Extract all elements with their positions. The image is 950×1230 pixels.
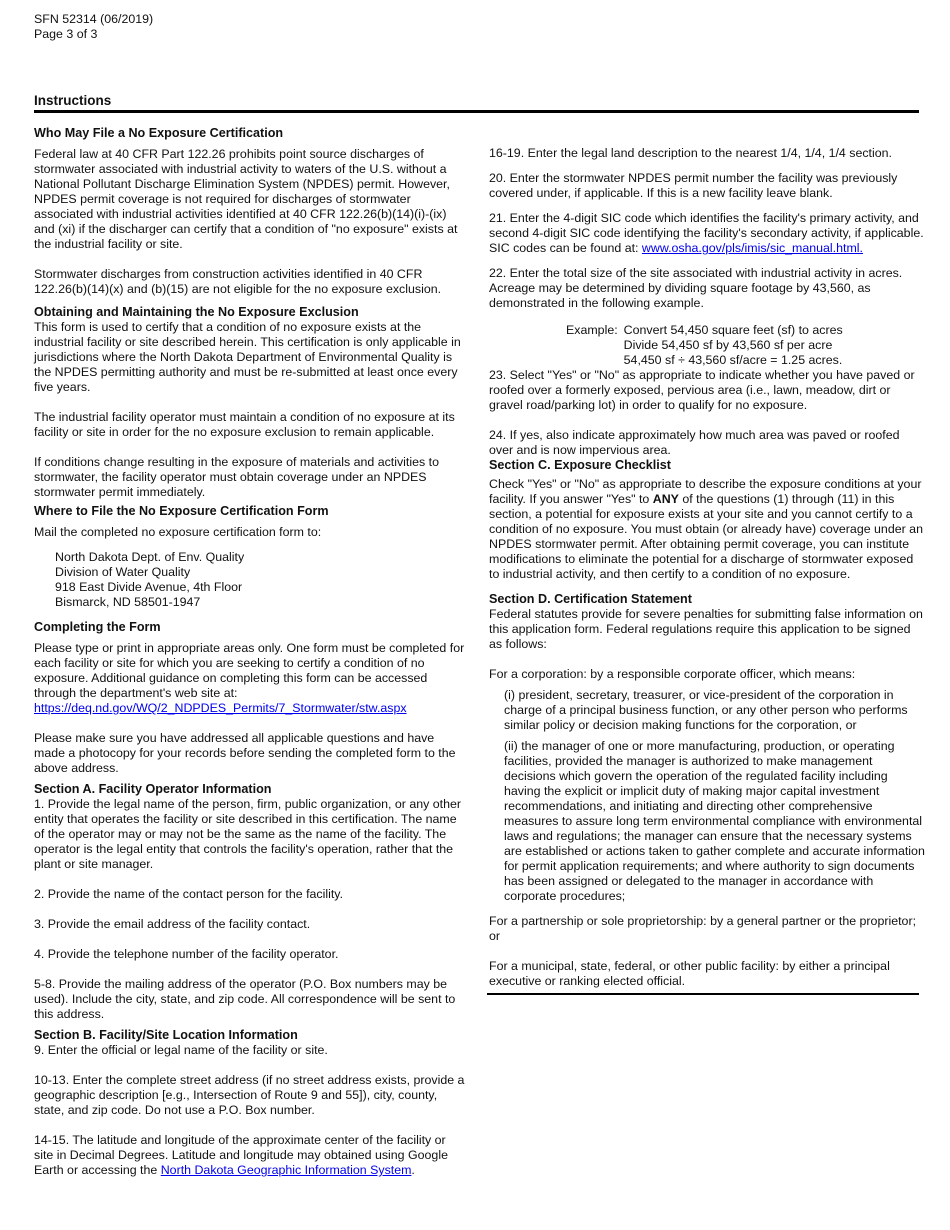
who-paragraph-1: Federal law at 40 CFR Part 122.26 prohibits point source discharges of stormwater associated with industrial activity to waters of the U.S. without a National Pollutant Discharge Elimination System (NPDES) permit. However, NPDES permit coverage is not required for discharges of stormwater associated with industrial activities identified at 40 CFR 122.26(b)(14)(i)-(ix) and (xi) if the discharger can certify that a condition of "no exposure" exists at the industrial facility or site. xyxy=(34,147,458,251)
item-9: 9. Enter the official or legal name of the facility or site. xyxy=(34,1043,328,1057)
item-21 xyxy=(489,211,925,256)
mailing-address xyxy=(55,550,466,610)
item-16-19: 16-19. Enter the legal land description to the nearest 1/4, 1/4, 1/4 section. xyxy=(489,146,892,160)
where-to-file-heading: Where to File the No Exposure Certification Form xyxy=(34,504,329,518)
section-c-heading: Section C. Exposure Checklist xyxy=(489,458,671,472)
example-lines xyxy=(624,323,843,368)
address-line-4: Bismarck, ND 58501-1947 xyxy=(55,595,201,609)
partnership-text: For a partnership or sole proprietorship: by a general partner or the proprietor; or xyxy=(489,914,917,943)
item-14-15-text: 14-15. The latitude and longitude of the approximate center of the facility or site in Decimal Degrees. Latitude and longitude may obtained using Google Earth or accessing the xyxy=(34,1133,448,1177)
item-4: 4. Provide the telephone number of the facility operator. xyxy=(34,947,339,961)
obtaining-paragraph-3: If conditions change resulting in the exposure of materials and activities to stormwater, the facility operator must obtain coverage under an NPDES stormwater permit immediately. xyxy=(34,455,439,499)
completing-paragraph-1 xyxy=(34,641,466,716)
section-end-rule xyxy=(487,993,919,995)
item-21-text: 21. Enter the 4-digit SIC code which identifies the facility's primary activity, and second 4-digit SIC code identifying the facility's secondary activity, if applicable. SIC codes can be found at: xyxy=(489,211,924,255)
who-paragraph-2: Stormwater discharges from construction activities identified in 40 CFR 122.26(b)(14)(x) and (b)(15) are not eligible for the no exposure exclusion. xyxy=(34,267,442,296)
obtaining-paragraph-1: This form is used to certify that a condition of no exposure exists at the industrial facility or site described herein. This certification is only applicable in jurisdictions where the North Dakota Department of Environmental Quality is the NPDES permitting authority and must be re-submitted at least once every five years. xyxy=(34,320,461,394)
obtaining-heading: Obtaining and Maintaining the No Exposure Exclusion xyxy=(34,305,359,319)
who-may-file-heading: Who May File a No Exposure Certification xyxy=(34,126,284,140)
item-2: 2. Provide the name of the contact person for the facility. xyxy=(34,887,344,901)
deq-stormwater-link[interactable]: https://deq.nd.gov/WQ/2_NDPDES_Permits/7_Stormwater/stw.aspx xyxy=(34,701,407,715)
section-a-heading: Section A. Facility Operator Information xyxy=(34,782,272,796)
right-column xyxy=(489,126,925,995)
address-line-1: North Dakota Dept. of Env. Quality xyxy=(55,550,245,564)
item-14-15 xyxy=(34,1133,466,1178)
item-20: 20. Enter the stormwater NPDES permit number the facility was previously covered under, if applicable. If this is a new facility leave blank. xyxy=(489,171,898,200)
example-label: Example: xyxy=(566,323,618,337)
example-line-3: 54,450 sf ÷ 43,560 sf/acre = 1.25 acres. xyxy=(623,353,843,367)
page-number: Page 3 of 3 xyxy=(34,27,98,41)
section-c-text-b: of the questions (1) through (11) in this section, a potential for exposure exists at your site and you cannot certify to a condition of no exposure. You must obtain (or already have) coverage under an NPDES stormwater permit. After obtaining permit coverage, you can institute modifications to eliminate the potential for a discharge of stormwater exposed to industrial activity, and then certify to a condition of no exposure. xyxy=(489,492,923,581)
municipal-text: For a municipal, state, federal, or other public facility: by either a principal executive or ranking elected official. xyxy=(489,959,890,988)
obtaining-paragraph-2: The industrial facility operator must maintain a condition of no exposure at its facility or site in order for the no exposure exclusion to remain applicable. xyxy=(34,410,455,439)
item-1: 1. Provide the legal name of the person, firm, public organization, or any other entity that operates the facility or site described in this certification. The name of the operator may or may not be the same as the name of the facility. The operator is the legal entity that controls the facility's operation, rather that the plant or site manager. xyxy=(34,797,462,871)
section-c-any: ANY xyxy=(652,492,679,506)
form-header xyxy=(34,12,153,42)
address-line-3: 918 East Divide Avenue, 4th Floor xyxy=(55,580,243,594)
example-line-1: Convert 54,450 square feet (sf) to acres xyxy=(623,323,843,337)
address-line-2: Division of Water Quality xyxy=(55,565,191,579)
section-b-heading: Section B. Facility/Site Location Information xyxy=(34,1028,298,1042)
form-number: SFN 52314 (06/2019) xyxy=(34,12,154,26)
item-5-8: 5-8. Provide the mailing address of the operator (P.O. Box numbers may be used). Include the city, state, and zip code. All correspondence will be sent to this address. xyxy=(34,977,456,1021)
example-line-2: Divide 54,450 sf by 43,560 sf per acre xyxy=(623,338,833,352)
item-10-13: 10-13. Enter the complete street address (if no street address exists, provide a geographic description [e.g., Intersection of Route 9 and 55]), city, county, state, and zip code. Do not use a P.O. Box number. xyxy=(34,1073,465,1117)
item-22: 22. Enter the total size of the site associated with industrial activity in acres. Acreage may be determined by dividing square footage by 43,560, as demonstrated in the following example. xyxy=(489,266,903,310)
section-d-paragraph: Federal statutes provide for severe penalties for submitting false information on this application form. Federal regulations require this application to be signed as follows: xyxy=(489,607,923,651)
corporation-item-ii: (ii) the manager of one or more manufacturing, production, or operating facilities, provided the manager is authorized to make management decisions which govern the operation of the regulated facility including having the explicit or implicit duty of making major capital investment recommendations, and initiating and directing other comprehensive measures to assure long term environmental compliance with environmental laws and regulations; the manager can ensure that the necessary systems are established or actions taken to gather complete and accurate information for permit application requirements; and where authority to sign documents has been assigned or delegated to the manager in accordance with corporate procedures; xyxy=(504,739,925,903)
left-column xyxy=(34,126,466,1178)
nd-gis-link[interactable]: North Dakota Geographic Information System xyxy=(160,1163,412,1177)
corporation-item-i: (i) president, secretary, treasurer, or vice-president of the corporation in charge of a principal business function, or any other person who performs similar policy or decision making functions for the corporation, or xyxy=(504,688,908,732)
item-14-15-end: . xyxy=(411,1163,415,1177)
completing-heading: Completing the Form xyxy=(34,620,161,634)
acreage-example xyxy=(566,323,925,368)
completing-paragraph-2: Please make sure you have addressed all applicable questions and have made a photocopy for your records before sending the completed form to the above address. xyxy=(34,731,456,775)
instructions-title: Instructions xyxy=(34,93,919,113)
corporation-text: For a corporation: by a responsible corporate officer, which means: xyxy=(489,667,856,681)
completing-text: Please type or print in appropriate areas only. One form must be completed for each facility or site for which you are seeking to certify a condition of no exposure. Additional guidance on completing this form can be accessed through the department's web site at: xyxy=(34,641,465,700)
sic-manual-link[interactable]: www.osha.gov/pls/imis/sic_manual.html. xyxy=(641,241,863,255)
section-c-paragraph xyxy=(489,477,925,582)
item-24: 24. If yes, also indicate approximately how much area was paved or roofed over and is now impervious area. xyxy=(489,428,900,457)
section-d-heading: Section D. Certification Statement xyxy=(489,592,692,606)
item-23: 23. Select "Yes" or "No" as appropriate to indicate whether you have paved or roofed over a formerly exposed, pervious area (i.e., lawn, meadow, dirt or gravel road/parking lot) in order to qualify for no exposure. xyxy=(489,368,915,412)
item-3: 3. Provide the email address of the facility contact. xyxy=(34,917,311,931)
section-c-text-a: Check "Yes" or "No" as appropriate to describe the exposure conditions at your facility. If you answer "Yes" to xyxy=(489,477,922,506)
where-paragraph: Mail the completed no exposure certification form to: xyxy=(34,525,322,539)
